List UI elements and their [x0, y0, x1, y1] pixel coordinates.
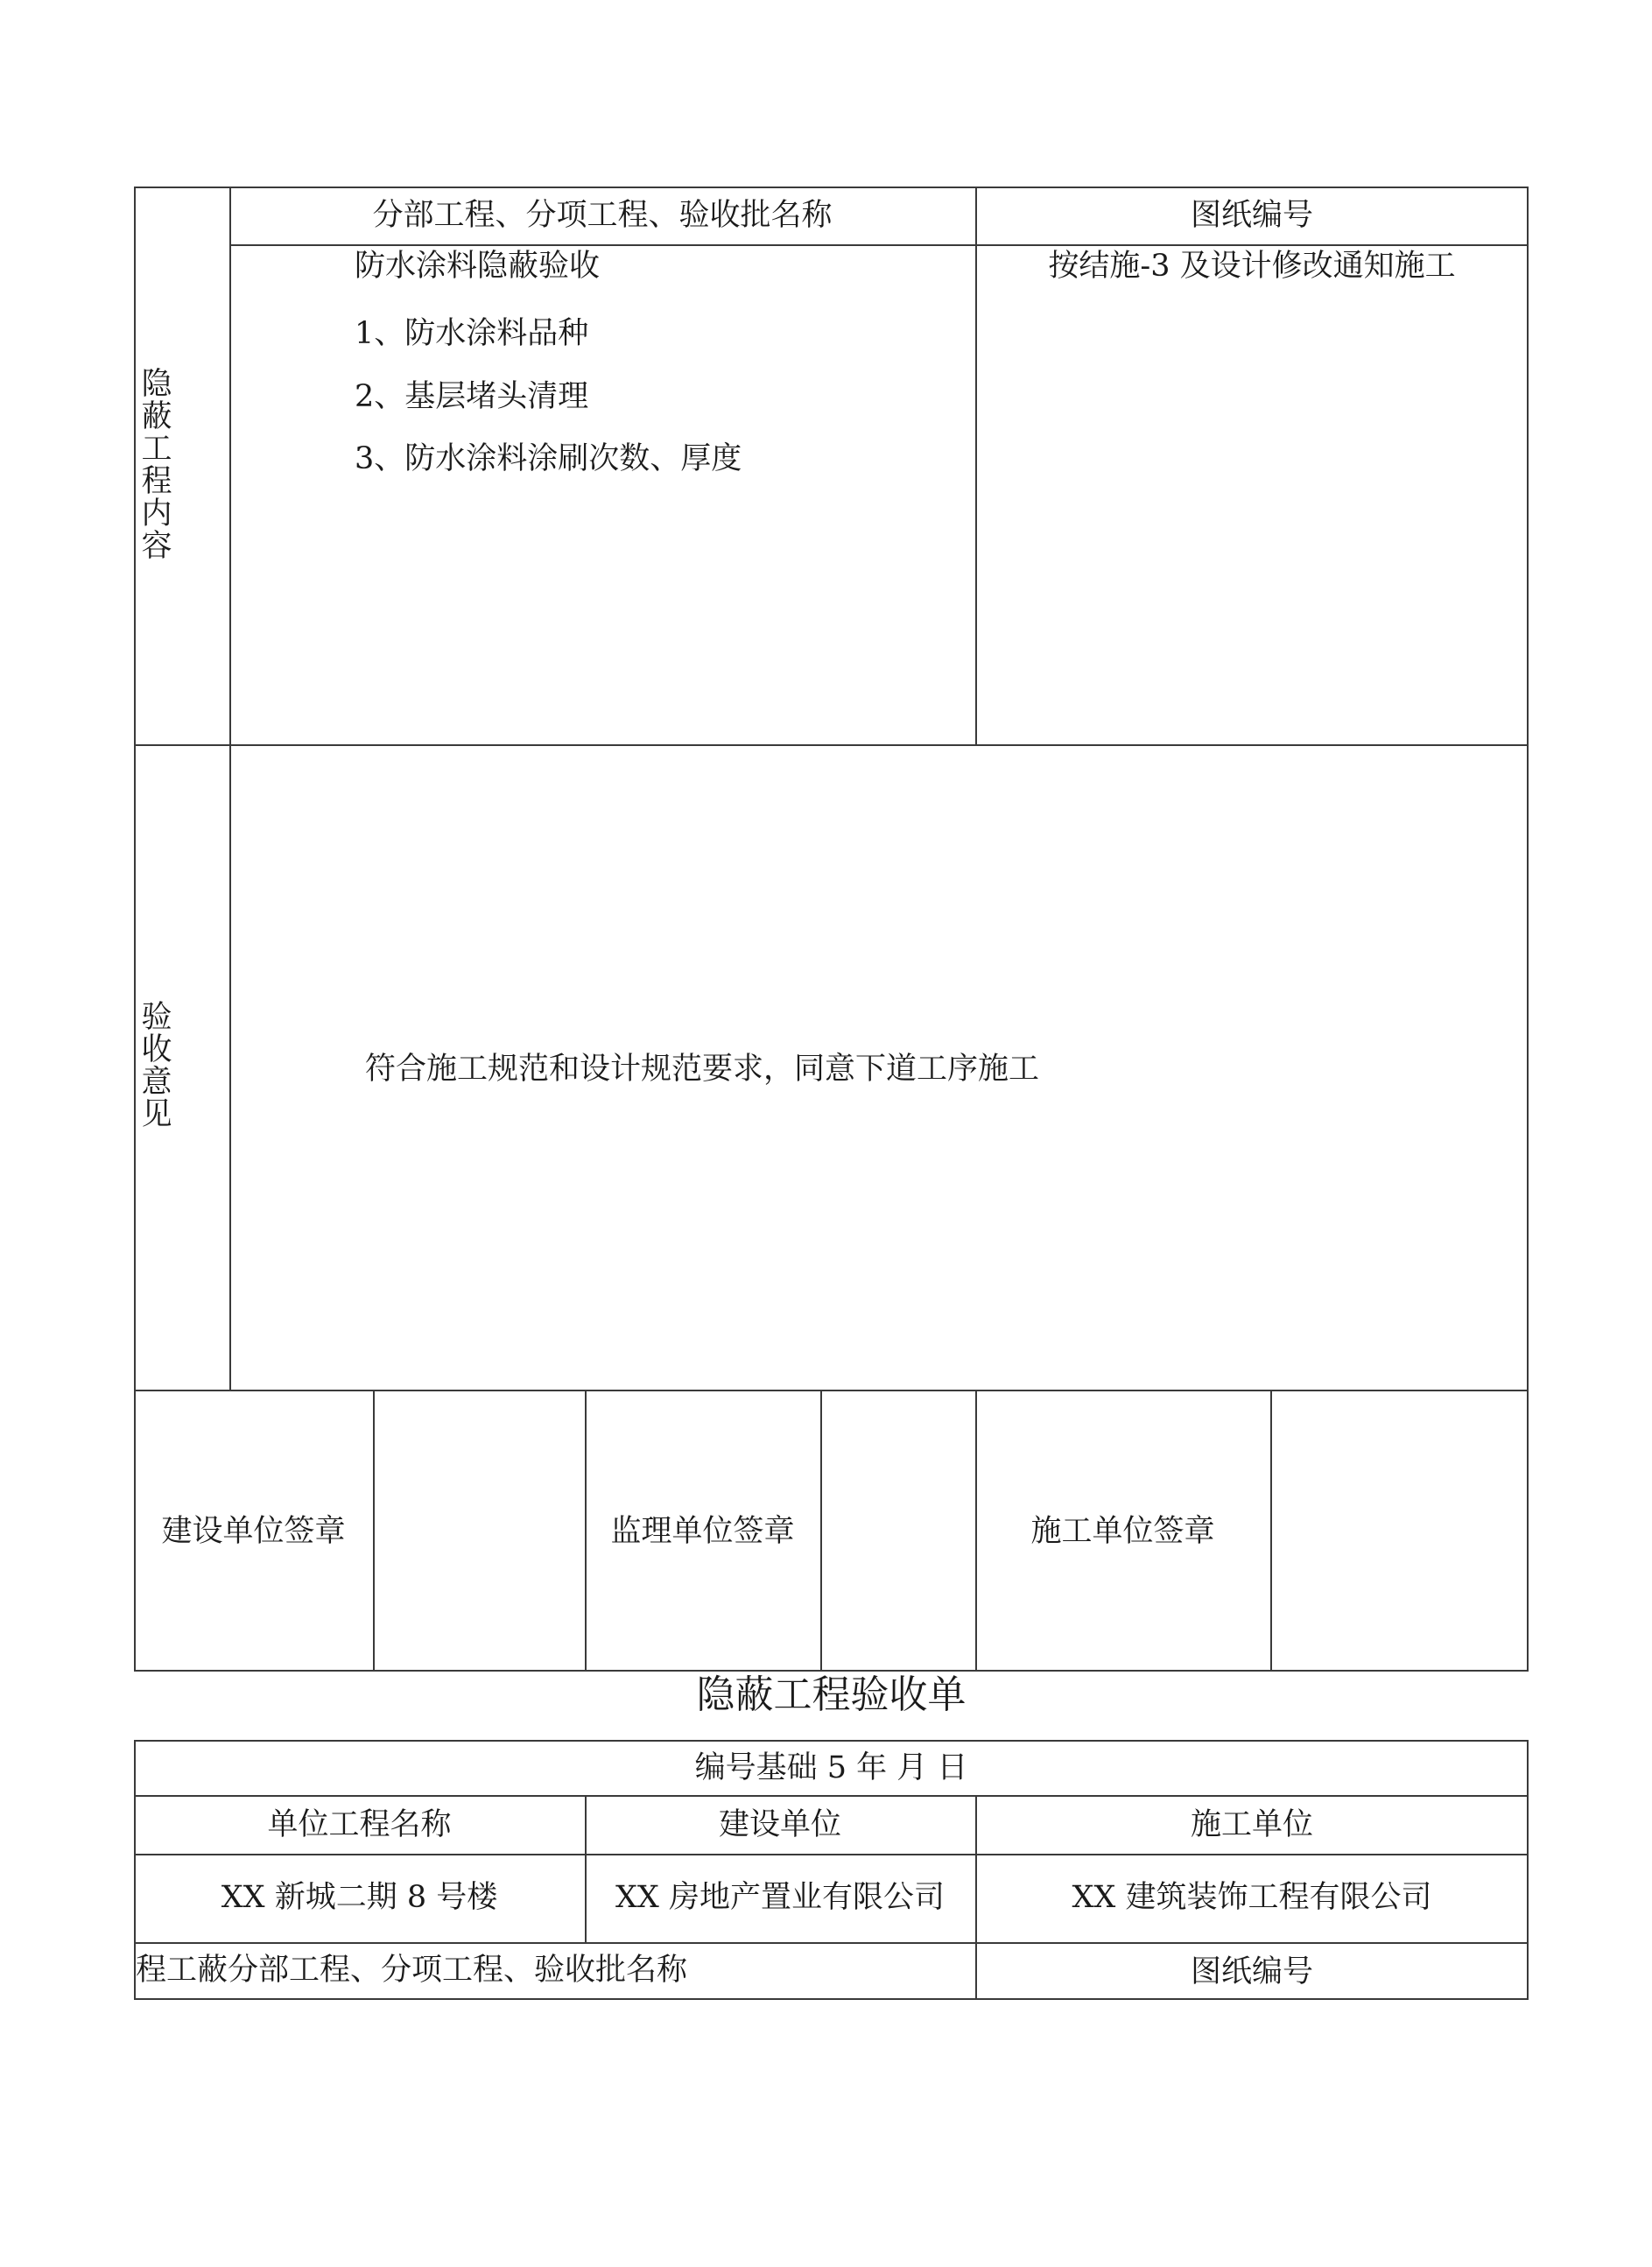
project-name-header: 单位工程名称 — [267, 1807, 452, 1842]
bottom-form-divider — [134, 1942, 1529, 1944]
top-form-divider — [229, 244, 1529, 246]
owner-signature-label: 建设单位签章 — [161, 1514, 346, 1549]
check-item-2: 2、基层堵头清理 — [355, 379, 589, 414]
drawing-no-value: 按结施-3 及设计修改通知施工 — [1048, 249, 1456, 284]
owner-header: 建设单位 — [718, 1807, 841, 1842]
document-title: 隐蔽工程验收单 — [696, 1672, 967, 1717]
item-name-value: 防水涂料隐蔽验收 — [355, 249, 601, 284]
owner-name-value: XX 房地产置业有限公司 — [615, 1880, 945, 1915]
opinion-text: 符合施工规范和设计规范要求，同意下道工序施工 — [365, 1052, 1040, 1087]
drawing-no-header: 图纸编号 — [1190, 198, 1313, 233]
number-date-row: 编号基础 5 年 月 日 — [694, 1750, 968, 1785]
top-form-divider — [134, 744, 1529, 746]
item-name-header-bottom: 程工蔽分部工程、分项工程、验收批名称 — [136, 1953, 688, 1988]
check-item-3: 3、防水涂料涂刷次数、厚度 — [355, 441, 742, 476]
supervisor-signature-field[interactable] — [822, 1391, 974, 1670]
contractor-header: 施工单位 — [1190, 1807, 1313, 1842]
project-name-value: XX 新城二期 8 号楼 — [221, 1880, 498, 1915]
opinion-label: 验收意见 — [141, 1000, 172, 1132]
hidden-content-label: 隐蔽工程内容 — [141, 367, 172, 564]
contractor-signature-label: 施工单位签章 — [1030, 1514, 1215, 1549]
bottom-form-divider — [134, 1795, 1529, 1797]
contractor-name-value: XX 建筑装饰工程有限公司 — [1072, 1880, 1432, 1915]
check-item-1: 1、防水涂料品种 — [355, 316, 589, 351]
drawing-no-header-bottom: 图纸编号 — [1190, 1954, 1313, 1989]
item-name-header: 分部工程、分项工程、验收批名称 — [372, 198, 833, 233]
bottom-form-divider — [134, 1854, 1529, 1855]
supervisor-signature-label: 监理单位签章 — [610, 1514, 795, 1549]
top-form-divider — [229, 187, 231, 1390]
contractor-signature-field[interactable] — [1272, 1391, 1527, 1670]
owner-signature-field[interactable] — [375, 1391, 583, 1670]
